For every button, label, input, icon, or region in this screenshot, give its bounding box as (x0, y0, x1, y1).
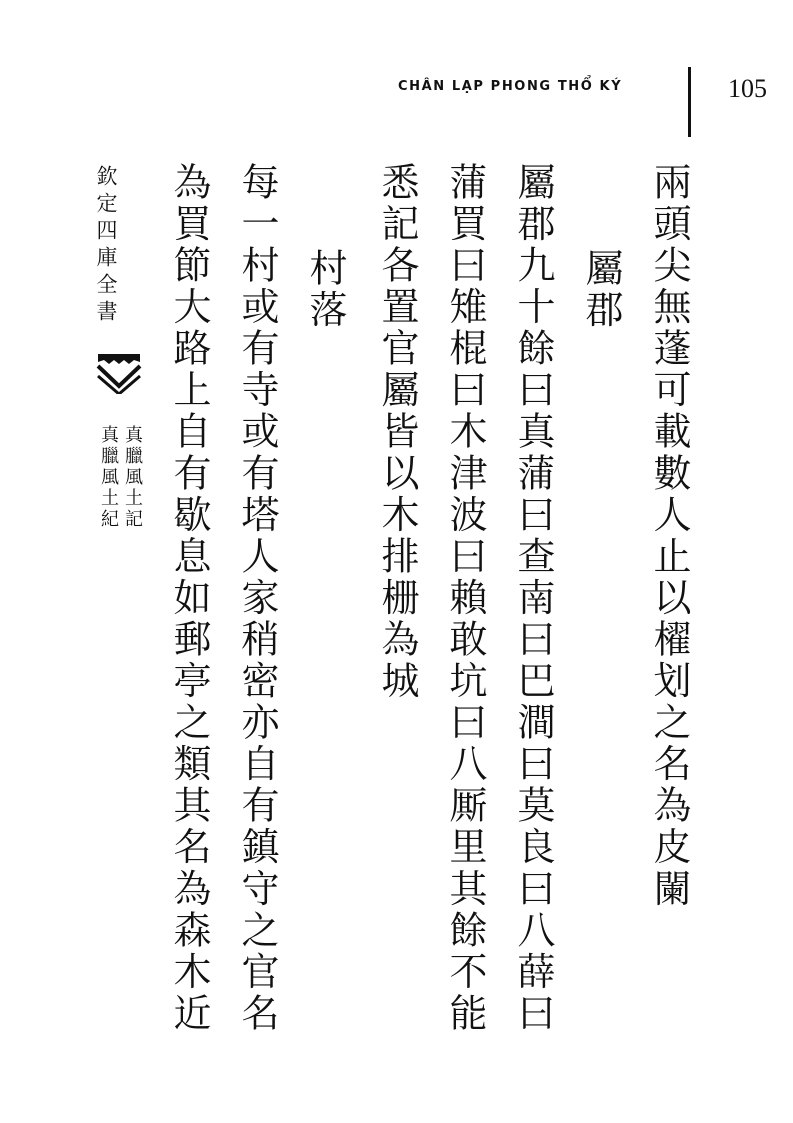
section-heading-shujun: 屬郡 (579, 248, 623, 332)
text-column-4: 蒲買曰雉棍曰木津波曰賴敢坑曰八厮里其餘不能 (443, 162, 487, 1035)
margin-book-title: 欽定四庫全書 (94, 165, 118, 327)
header-divider (688, 67, 691, 137)
text-column-3: 屬郡九十餘曰真蒲曰查南曰巴澗曰莫良曰八薛曰 (511, 162, 555, 1035)
text-column-7: 每一村或有寺或有塔人家稍密亦自有鎮守之官名 (235, 162, 279, 1035)
text-column-5: 悉記各置官屬皆以木排栅為城 (375, 162, 419, 703)
margin-subtitle-left: 真臘風土紀 (98, 425, 119, 530)
text-column-1: 兩頭尖無蓬可載數人止以櫂划之名為皮闌 (647, 162, 691, 910)
text-column-8: 為買節大路上自有歇息如郵亭之類其名為森木近 (167, 162, 211, 1035)
fish-tail-ornament (96, 352, 142, 394)
margin-subtitle-right: 真臘風土記 (122, 425, 143, 530)
section-heading-cunluo: 村落 (303, 248, 347, 332)
running-header: CHÂN LẠP PHONG THỔ KÝ (398, 79, 623, 94)
page-number: 105 (728, 74, 767, 103)
